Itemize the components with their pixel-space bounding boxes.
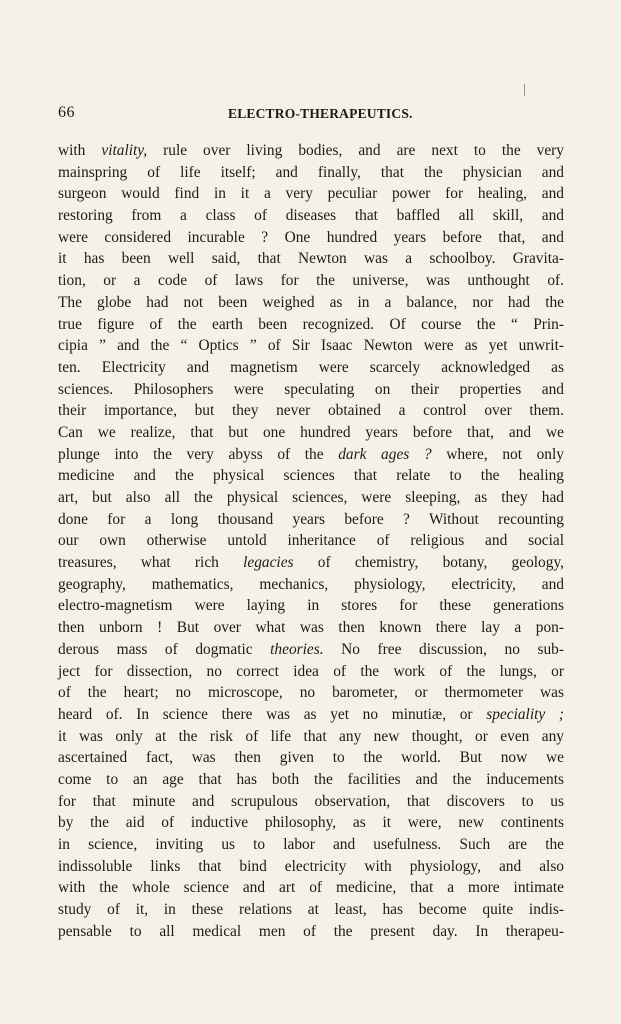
italic-text: vitality, [101, 142, 148, 159]
text-segment: done for a long thousand years before ? Without recounting [58, 510, 564, 528]
text-line [58, 183, 564, 205]
text-segment: cipia ” and the “ Optics ” of Sir Isaac Newton were as yet unwrit- [58, 337, 564, 355]
text-segment: in science, inviting us to labor and usefulness. Such are the [58, 836, 564, 853]
text-line [58, 747, 564, 769]
text-line [58, 162, 564, 184]
running-head: ELECTRO-THERAPEUTICS. [228, 106, 413, 121]
text-line [58, 530, 564, 552]
text-line [58, 769, 564, 791]
italic-text: legacies [243, 554, 294, 572]
text-segment: sciences. Philosophers were speculating on their properties and [58, 380, 564, 398]
text-line [58, 682, 564, 704]
body-text [58, 140, 564, 942]
text-segment: it has been well said, that Newton was a schoolboy. Gravita- [58, 250, 564, 268]
text-segment: ject for dissection, no correct idea of the work of the lungs, or [58, 662, 564, 680]
text-line [58, 205, 564, 227]
text-segment: No free discussion, no sub- [323, 640, 564, 658]
text-line [58, 357, 564, 379]
text-segment: true figure of the earth been recognized. Of course the “ Prin- [58, 315, 564, 333]
text-line [58, 812, 564, 834]
text-line [58, 704, 564, 726]
text-segment: pensable to all medical men of the present day. In therapeu- [58, 922, 564, 940]
text-line [58, 487, 564, 509]
text-segment: their importance, but they never obtained a control over them. [58, 402, 564, 420]
text-line [58, 639, 564, 661]
italic-text: theories. [270, 640, 324, 658]
text-segment: rule over living bodies, and are next to the very [147, 142, 564, 159]
text-line [58, 856, 564, 878]
text-segment: medicine and the physical sciences that relate to the healing [58, 467, 564, 485]
page-number: 66 [58, 104, 75, 121]
text-segment: surgeon would find in it a very peculiar power for healing, and [58, 185, 564, 203]
text-line [58, 444, 564, 466]
text-segment: plunge into the very abyss of the [58, 445, 339, 463]
italic-text: speciality ; [486, 705, 564, 723]
text-segment: with [58, 142, 102, 159]
text-line [58, 248, 564, 270]
page-header [58, 104, 572, 126]
text-line [58, 834, 564, 856]
text-segment: then unborn ! But over what was then known there lay a pon- [58, 619, 564, 637]
text-segment: geography, mathematics, mechanics, physiology, electricity, and [58, 575, 564, 593]
text-segment: of the heart; no microscope, no barometer, or thermometer was [58, 684, 564, 702]
text-segment: electro-magnetism were laying in stores for these generations [58, 597, 564, 615]
text-line [58, 400, 564, 422]
text-segment: it was only at the risk of life that any new thought, or even any [58, 727, 564, 745]
text-line [58, 465, 564, 487]
text-line [58, 726, 564, 748]
text-line [58, 335, 564, 357]
text-line [58, 270, 564, 292]
text-segment: for that minute and scrupulous observation, that discovers to us [58, 792, 564, 810]
text-line [58, 661, 564, 683]
margin-mark [524, 84, 525, 96]
text-segment: The globe had not been weighed as in a balance, nor had the [58, 293, 564, 311]
text-segment: treasures, what rich [58, 554, 244, 572]
text-segment: ascertained fact, was then given to the world. But now we [58, 749, 564, 767]
text-line [58, 227, 564, 249]
text-segment: derous mass of dogmatic [58, 640, 271, 658]
text-line [58, 595, 564, 617]
text-line [58, 552, 564, 574]
text-segment: restoring from a class of diseases that baffled all skill, and [58, 207, 564, 225]
text-line [58, 877, 564, 899]
text-segment: were considered incurable ? One hundred years before that, and [58, 228, 564, 246]
text-line [58, 314, 564, 336]
text-line [58, 140, 564, 162]
text-line [58, 899, 564, 921]
text-segment: by the aid of inductive philosophy, as it were, new continents [58, 814, 564, 832]
text-line [58, 617, 564, 639]
text-line [58, 379, 564, 401]
text-segment: of chemistry, botany, geology, [293, 554, 564, 572]
text-segment: ten. Electricity and magnetism were scarcely acknowledged as [58, 358, 564, 376]
text-segment: come to an age that has both the facilities and the inducements [58, 770, 564, 788]
text-segment: Can we realize, that but one hundred years before that, and we [58, 423, 564, 441]
text-segment: heard of. In science there was as yet no minutiæ, or [58, 705, 487, 723]
italic-text: dark ages ? [338, 445, 432, 463]
text-line [58, 509, 564, 531]
text-segment: tion, or a code of laws for the universe, was unthought of. [58, 272, 564, 290]
text-segment: art, but also all the physical sciences, were sleeping, as they had [58, 489, 564, 506]
text-line [58, 574, 564, 596]
text-segment: mainspring of life itself; and finally, that the physician and [58, 163, 564, 181]
text-line [58, 791, 564, 813]
text-segment: where, not only [431, 445, 564, 463]
text-segment: with the whole science and art of medicine, that a more intimate [58, 879, 564, 897]
text-line [58, 921, 564, 943]
text-segment: indissoluble links that bind electricity with physiology, and also [58, 857, 564, 875]
text-segment: our own otherwise untold inheritance of religious and social [58, 532, 564, 550]
text-line [58, 292, 564, 314]
text-segment: study of it, in these relations at least, has become quite indis- [58, 901, 564, 919]
text-line [58, 422, 564, 444]
